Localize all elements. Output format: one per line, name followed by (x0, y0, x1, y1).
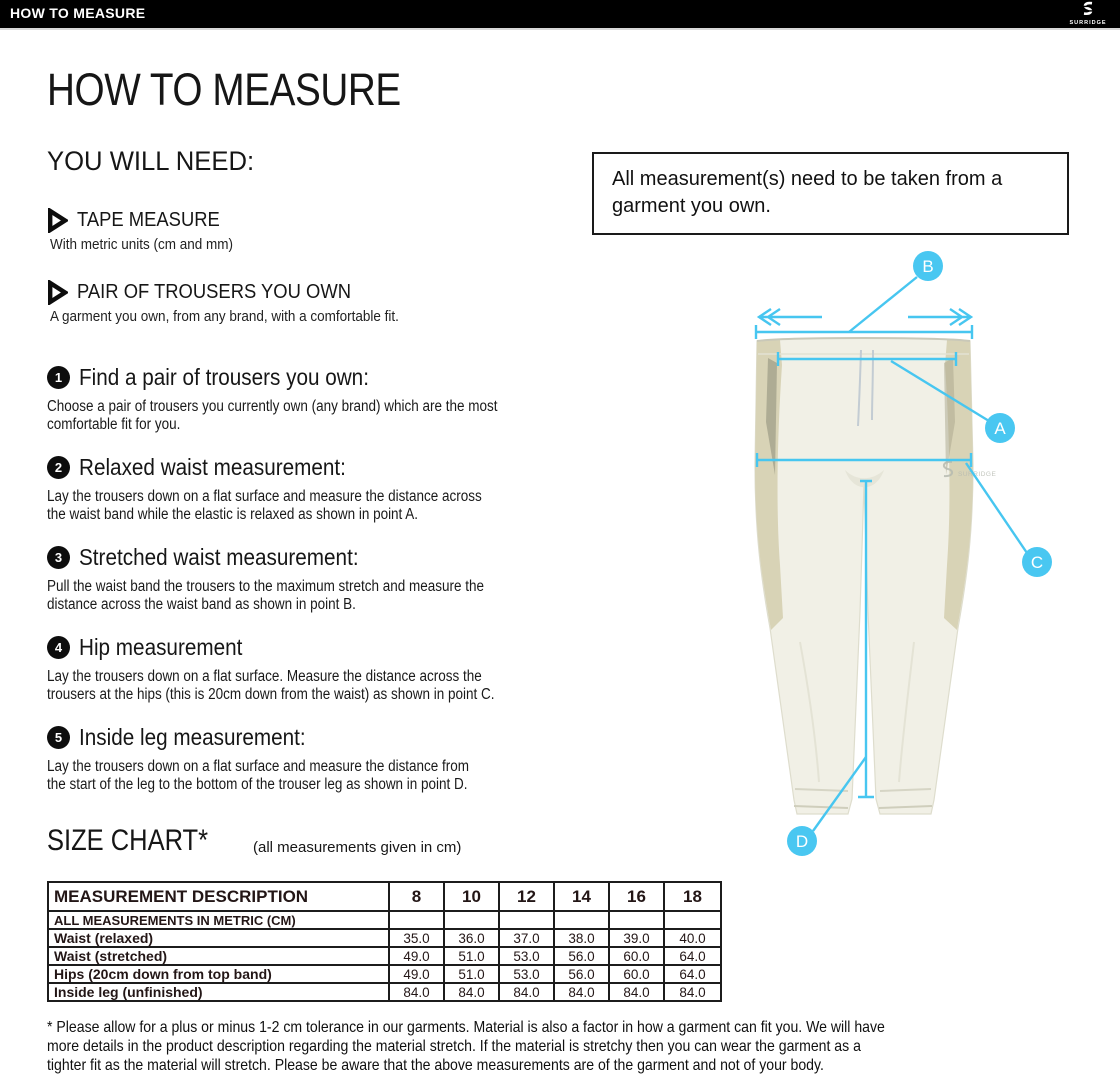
step-body: Choose a pair of trousers you currently own (any brand) which are the most comfortable fit for you. (47, 398, 498, 433)
footnote: * Please allow for a plus or minus 1-2 cm tolerance in our garments. Material is also a factor in how a garment can fit you. We will have more details in the product description regarding the material stretch. If the material is stretchy then you can wear the garment as a tighter fit as the material will stretch. Please be aware that the above measurements are of the garment and not of your body. (47, 1019, 885, 1074)
surridge-s-icon (1079, 1, 1097, 17)
column-header: 14 (554, 882, 609, 911)
step-number-badge: 2 (47, 456, 70, 479)
leader-line-c (966, 463, 1027, 553)
step-1 (47, 364, 587, 434)
column-header: 12 (499, 882, 554, 911)
surridge-logo (1068, 1, 1108, 26)
row-label: Waist (relaxed) (48, 929, 389, 947)
step-heading: Hip measurement (79, 634, 243, 660)
step-3 (47, 544, 587, 614)
top-bar (0, 0, 1120, 28)
surridge-logo-text: SURRIDGE (1069, 20, 1107, 26)
triangle-bullet-icon (47, 280, 68, 305)
need-item-tape-measure (47, 208, 253, 253)
trousers-illustration (755, 338, 996, 814)
step-body: Lay the trousers down on a flat surface. Measure the distance across the trousers at the hips (this is 20cm down from the waist) as shown in point C. (47, 668, 495, 703)
need-item-description: A garment you own, from any brand, with a comfortable fit. (50, 308, 399, 325)
column-header: MEASUREMENT DESCRIPTION (48, 882, 389, 911)
top-bar-title: HOW TO MEASURE (10, 5, 146, 21)
table-row: Waist (relaxed) 35.0 36.0 37.0 38.0 39.0 40.0 (48, 929, 721, 947)
row-label: Inside leg (unfinished) (48, 983, 389, 1001)
step-5 (47, 724, 587, 794)
step-number-badge: 3 (47, 546, 70, 569)
measure-line-b (756, 325, 972, 339)
table-row: Inside leg (unfinished) 84.0 84.0 84.0 84.0 84.0 84.0 (48, 983, 721, 1001)
trousers-measurement-diagram (690, 245, 1120, 870)
you-will-need-heading: YOU WILL NEED: (47, 146, 255, 176)
step-number-badge: 4 (47, 636, 70, 659)
metric-note: ALL MEASUREMENTS IN METRIC (CM) (48, 911, 389, 929)
svg-text:SURRIDGE: SURRIDGE (958, 471, 997, 478)
table-header-row (48, 882, 721, 911)
step-4 (47, 634, 587, 704)
step-heading: Stretched waist measurement: (79, 544, 359, 570)
svg-text:A: A (994, 419, 1006, 438)
svg-text:D: D (795, 832, 809, 851)
step-number-badge: 5 (47, 726, 70, 749)
svg-text:B: B (922, 257, 934, 276)
leader-line-b (849, 277, 917, 332)
row-label: Waist (stretched) (48, 947, 389, 965)
page-title: HOW TO MEASURE (47, 64, 401, 115)
need-item-description: With metric units (cm and mm) (50, 236, 234, 253)
note-box-line: All measurement(s) need to be taken from a (612, 168, 1003, 190)
step-body: Lay the trousers down on a flat surface and measure the distance from the start of the leg to the bottom of the trouser leg as shown in point D. (47, 758, 470, 793)
size-chart-heading: SIZE CHART* (47, 824, 209, 857)
need-item-trousers (47, 280, 438, 325)
svg-text:C: C (1030, 553, 1044, 572)
step-heading: Inside leg measurement: (79, 724, 306, 750)
table-row: Waist (stretched) 49.0 51.0 53.0 56.0 60.0 64.0 (48, 947, 721, 965)
triangle-bullet-icon (47, 208, 68, 233)
stretch-arrow-right (908, 309, 971, 325)
note-box (592, 152, 1069, 235)
column-header: 18 (664, 882, 721, 911)
need-item-label: PAIR OF TROUSERS YOU OWN (77, 281, 351, 303)
stretch-arrow-left (759, 309, 822, 325)
table-row: Hips (20cm down from top band) 49.0 51.0 53.0 56.0 60.0 64.0 (48, 965, 721, 983)
need-item-label: TAPE MEASURE (77, 209, 220, 231)
size-chart-table (47, 881, 722, 1002)
size-chart-subheading: (all measurements given in cm) (253, 839, 462, 856)
column-header: 16 (609, 882, 664, 911)
note-box-line: garment you own. (612, 195, 771, 217)
column-header: 8 (389, 882, 444, 911)
column-header: 10 (444, 882, 499, 911)
step-number-badge: 1 (47, 366, 70, 389)
step-heading: Find a pair of trousers you own: (79, 364, 369, 390)
step-body: Pull the waist band the trousers to the maximum stretch and measure the distance across the waist band as shown in point B. (47, 578, 484, 613)
step-2 (47, 454, 587, 524)
step-heading: Relaxed waist measurement: (79, 454, 346, 480)
row-label: Hips (20cm down from top band) (48, 965, 389, 983)
step-body: Lay the trousers down on a flat surface and measure the distance across the waist band while the elastic is relaxed as shown in point A. (47, 488, 482, 523)
table-metric-row (48, 911, 721, 929)
